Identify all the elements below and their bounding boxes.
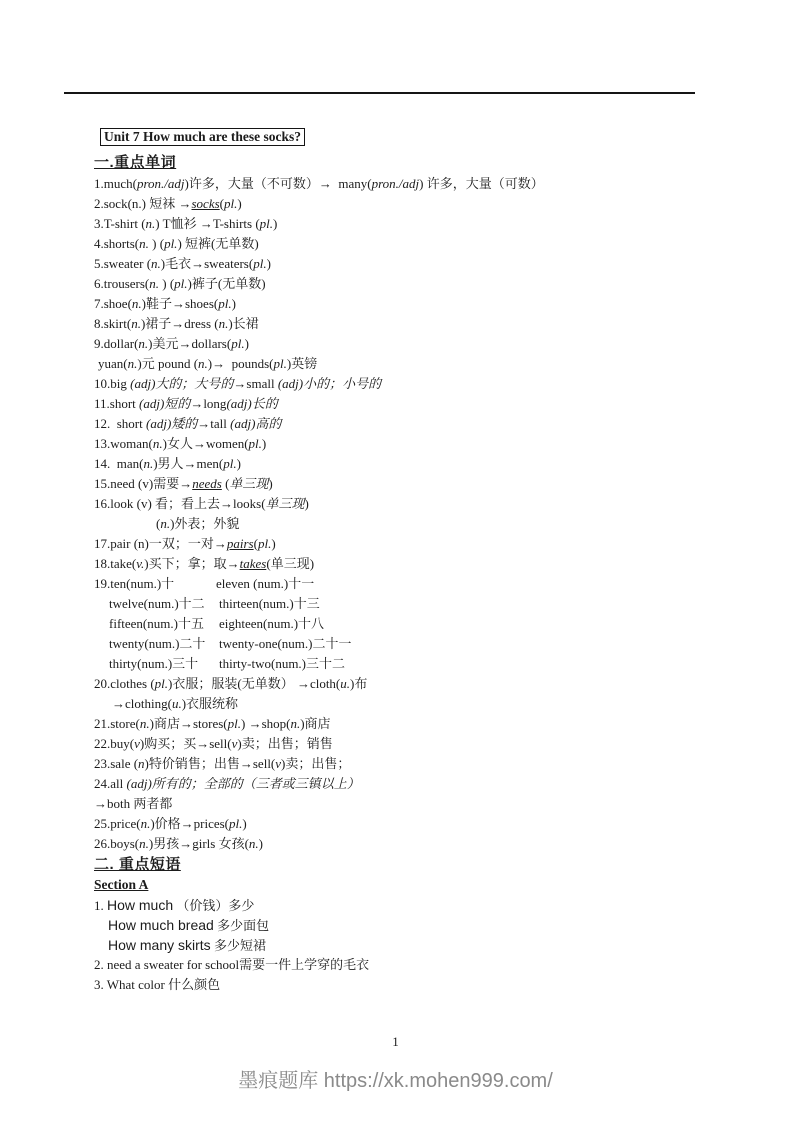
text-segment: n.	[145, 216, 156, 231]
text-segment: v	[231, 736, 238, 751]
text-segment: )卖；出售；销售	[237, 736, 333, 751]
text-segment: pl.	[257, 536, 272, 551]
text-segment: )	[258, 836, 264, 851]
text-segment: )特价销售；出售→sell(	[144, 756, 276, 771]
text-segment: )	[304, 496, 309, 511]
text-segment: eighteen(num.)十八	[219, 616, 325, 631]
text-segment: n	[138, 756, 145, 771]
text-segment: )衣服；服装(无单数） →cloth(	[168, 676, 341, 691]
text-segment: n.	[151, 256, 161, 271]
text-segment: (adj)所有的；全部的（三者或三镇以上）	[126, 776, 360, 791]
text-line	[94, 714, 734, 734]
text-line	[94, 214, 734, 234]
text-segment: pl.	[218, 296, 232, 311]
text-segment: 19.ten(num.)十	[94, 576, 175, 591]
text-segment: ) (	[159, 276, 175, 291]
text-segment: )裙子→dress (	[140, 316, 219, 331]
text-segment: )外表；外貌	[170, 516, 240, 531]
text-segment: 9.dollar(	[94, 336, 139, 351]
text-segment: )衣服统称	[181, 696, 239, 711]
text-segment: thirteen(num.)十三	[219, 596, 320, 611]
text-segment: n.	[138, 336, 149, 351]
text-segment: twenty(num.)二十	[109, 636, 206, 651]
text-segment: →clothing(	[112, 696, 172, 711]
text-segment: 2.sock(n.) 短袜 →	[94, 196, 192, 211]
text-segment: 1.	[94, 898, 107, 913]
site-footer: 墨痕题库 https://xk.mohen999.com/	[238, 1070, 553, 1092]
text-line	[94, 374, 734, 394]
text-segment: (	[221, 476, 230, 491]
text-segment: pl.	[229, 816, 243, 831]
text-segment: How much bread	[108, 917, 214, 933]
text-segment: →small	[233, 376, 278, 391]
text-segment: （价钱）多少	[173, 898, 255, 913]
text-segment: 2. need a sweater for school需要一件上学穿的毛衣	[94, 957, 370, 972]
text-segment: pl.	[154, 676, 169, 691]
header-divider	[64, 92, 695, 94]
text-segment: ) (	[148, 236, 165, 251]
text-segment: pron./adj	[136, 176, 185, 191]
text-line	[94, 734, 734, 754]
text-line	[94, 614, 734, 634]
text-segment: )	[231, 296, 236, 311]
text-segment: (adj)矮的	[146, 416, 198, 431]
text-segment: )男人→men(	[153, 456, 224, 471]
text-line	[94, 514, 734, 534]
text-segment: )裤子(无单数)	[187, 276, 266, 291]
text-line	[94, 975, 734, 995]
text-segment: n.	[131, 316, 141, 331]
text-segment: )	[244, 336, 249, 351]
text-segment: 25.price(	[94, 816, 141, 831]
text-segment: )毛衣→sweaters(	[160, 256, 254, 271]
text-segment: 4.shorts(	[94, 236, 140, 251]
text-line	[94, 254, 734, 274]
text-segment: )鞋子→shoes(	[141, 296, 219, 311]
text-segment: 11.short	[94, 396, 140, 411]
text-segment: )买下；拿；取→	[144, 556, 240, 571]
text-segment: )	[266, 256, 271, 271]
text-segment: ) 许多，大量（可数）	[419, 176, 544, 191]
text-segment: 17.pair (n)一双；一对→	[94, 536, 227, 551]
text-segment: 22.buy(	[94, 736, 135, 751]
text-segment: pl.	[273, 356, 287, 371]
text-segment: →both 两者都	[94, 796, 173, 811]
text-segment: )	[268, 476, 273, 491]
text-segment: v	[134, 736, 140, 751]
text-segment: 10.big	[94, 376, 131, 391]
text-segment: 单三现	[265, 496, 305, 511]
text-line	[94, 794, 734, 814]
text-segment: n.	[152, 436, 163, 451]
text-segment: 13.woman(	[94, 436, 153, 451]
text-segment: )价格→prices(	[150, 816, 230, 831]
text-line	[94, 654, 734, 674]
text-segment: fifteen(num.)十五	[109, 616, 204, 631]
text-segment: )布	[350, 676, 368, 691]
text-segment: )商店	[300, 716, 331, 731]
words-heading: 一.重点单词	[94, 154, 177, 171]
text-segment: How much	[107, 897, 174, 913]
text-segment: v.	[136, 556, 145, 571]
text-segment: )	[273, 216, 278, 231]
text-segment: 7.shoe(	[94, 296, 132, 311]
phrases-heading: 二. 重点短语	[94, 856, 181, 873]
text-line	[94, 814, 734, 834]
text-line	[94, 234, 734, 254]
text-segment: pl.	[224, 196, 238, 211]
text-segment: )	[236, 456, 241, 471]
document-content	[94, 126, 734, 995]
text-segment: 多少短裙	[210, 938, 266, 953]
text-line	[94, 174, 734, 194]
text-line	[94, 574, 734, 594]
text-line	[94, 774, 734, 794]
text-segment: )美元→dollars(	[148, 336, 232, 351]
text-segment: u.	[171, 696, 182, 711]
text-segment: 15.need (v)需要→	[94, 476, 193, 491]
text-segment: 单三现	[229, 476, 269, 491]
text-segment: u.	[340, 676, 351, 691]
text-line	[94, 534, 734, 554]
text-segment: 21.store(	[94, 716, 140, 731]
text-line	[94, 354, 734, 374]
text-line	[94, 895, 734, 915]
text-line	[94, 915, 734, 935]
text-segment: pl.	[164, 236, 178, 251]
text-segment: 多少面包	[213, 918, 270, 933]
text-segment: )英镑	[286, 356, 318, 371]
text-line	[94, 434, 734, 454]
text-segment: )女人→women(	[162, 436, 249, 451]
text-segment: )男孩→girls 女孩(	[148, 836, 249, 851]
text-segment: 3. What color 什么颜色	[94, 977, 221, 992]
text-segment: )购买；买→sell(	[139, 736, 232, 751]
text-segment: 6.trousers(	[94, 276, 150, 291]
text-segment: ) →shop(	[240, 716, 291, 731]
text-segment: needs	[192, 476, 222, 491]
text-line	[94, 554, 734, 574]
text-segment: n.	[290, 716, 301, 731]
text-line	[94, 194, 734, 214]
text-segment: )商店→stores(	[149, 716, 228, 731]
text-segment: )	[242, 816, 247, 831]
text-segment: 16.look (v) 看；看上去→looks(	[94, 496, 266, 511]
text-segment: )	[271, 536, 276, 551]
text-segment: ) 短裤(无单数)	[177, 236, 259, 251]
section-a-heading: Section A	[94, 877, 149, 892]
words-list	[94, 174, 734, 854]
text-segment: n.	[139, 716, 150, 731]
text-segment: twelve(num.)十二	[109, 596, 205, 611]
text-segment: )	[237, 196, 242, 211]
text-segment: 23.sale (	[94, 756, 139, 771]
text-segment: (adj)大的；大号的	[130, 376, 234, 391]
text-segment: (adj)长的	[226, 396, 278, 411]
text-segment: )卖；出售；	[281, 756, 351, 771]
text-line	[94, 334, 734, 354]
text-segment: )→ pounds(	[207, 356, 274, 371]
text-segment: )元 pound (	[137, 356, 199, 371]
text-segment: thirty(num.)三十	[109, 656, 199, 671]
text-segment: (单三现)	[266, 556, 315, 571]
text-line	[94, 834, 734, 854]
text-segment: 3.T-shirt (	[94, 216, 146, 231]
text-segment: socks	[191, 196, 220, 211]
text-segment: v	[275, 756, 282, 771]
text-segment: →tall	[197, 416, 231, 431]
text-segment: (adj)高的	[230, 416, 282, 431]
text-segment: )许多，大量（不可数）→ many(	[184, 176, 372, 191]
text-segment: n.	[248, 836, 259, 851]
text-segment: n.	[218, 316, 229, 331]
text-segment: n.	[160, 516, 171, 531]
text-segment: →long	[190, 396, 227, 411]
text-line	[94, 634, 734, 654]
text-line	[94, 394, 734, 414]
text-segment: n.	[198, 356, 208, 371]
text-segment: 1.much(	[94, 176, 137, 191]
text-segment: pl.	[174, 276, 188, 291]
text-line	[94, 594, 734, 614]
text-segment: (adj)小的；小号的	[277, 376, 382, 391]
text-segment: n.	[143, 456, 154, 471]
text-line	[94, 754, 734, 774]
unit-title: Unit 7 How much are these socks?	[100, 128, 305, 146]
text-segment: pl.	[259, 216, 274, 231]
text-segment: )	[261, 436, 267, 451]
text-segment: 18.take(	[94, 556, 137, 571]
text-segment: n.	[139, 236, 149, 251]
text-line	[94, 414, 734, 434]
text-segment: yuan(	[98, 356, 128, 371]
text-segment: )长裙	[228, 316, 259, 331]
text-line	[94, 674, 734, 694]
text-segment: 5.sweater (	[94, 256, 152, 271]
text-segment: n.	[139, 836, 149, 851]
text-segment: pl.	[227, 716, 241, 731]
text-segment: How many skirts	[108, 937, 211, 953]
text-segment: n.	[127, 356, 138, 371]
text-line	[94, 935, 734, 955]
text-segment: 24.all	[94, 776, 127, 791]
text-segment: (adj)短的	[139, 396, 191, 411]
text-line	[94, 474, 734, 494]
text-segment: ) T恤衫 →T-shirts (	[155, 216, 260, 231]
text-segment: pairs	[226, 536, 254, 551]
text-segment: pl.	[253, 256, 267, 271]
text-segment: pron./adj	[371, 176, 420, 191]
text-segment: 12. short	[94, 416, 146, 431]
text-segment: eleven (num.)十一	[216, 576, 315, 591]
text-line	[94, 294, 734, 314]
text-segment: (	[156, 516, 161, 531]
text-segment: 20.clothes (	[94, 676, 155, 691]
text-segment: pl.	[248, 436, 262, 451]
text-segment: twenty-one(num.)二十一	[219, 636, 352, 651]
page-number: 1	[392, 1034, 399, 1049]
text-segment: 26.boys(	[94, 836, 140, 851]
text-line	[94, 494, 734, 514]
phrases-list	[94, 895, 734, 995]
text-segment: n.	[140, 816, 151, 831]
text-segment: pl.	[231, 336, 245, 351]
text-segment: pl.	[223, 456, 237, 471]
text-segment: takes	[239, 556, 267, 571]
text-segment: 14. man(	[94, 456, 144, 471]
text-segment: (	[253, 536, 258, 551]
text-line	[94, 274, 734, 294]
text-line	[94, 454, 734, 474]
text-segment: n.	[149, 276, 159, 291]
text-segment: n.	[131, 296, 142, 311]
text-segment: 8.skirt(	[94, 316, 132, 331]
text-line	[94, 955, 734, 975]
text-segment: thirty-two(num.)三十二	[219, 656, 346, 671]
text-line	[94, 314, 734, 334]
text-segment: (	[219, 196, 225, 211]
text-line	[94, 694, 734, 714]
